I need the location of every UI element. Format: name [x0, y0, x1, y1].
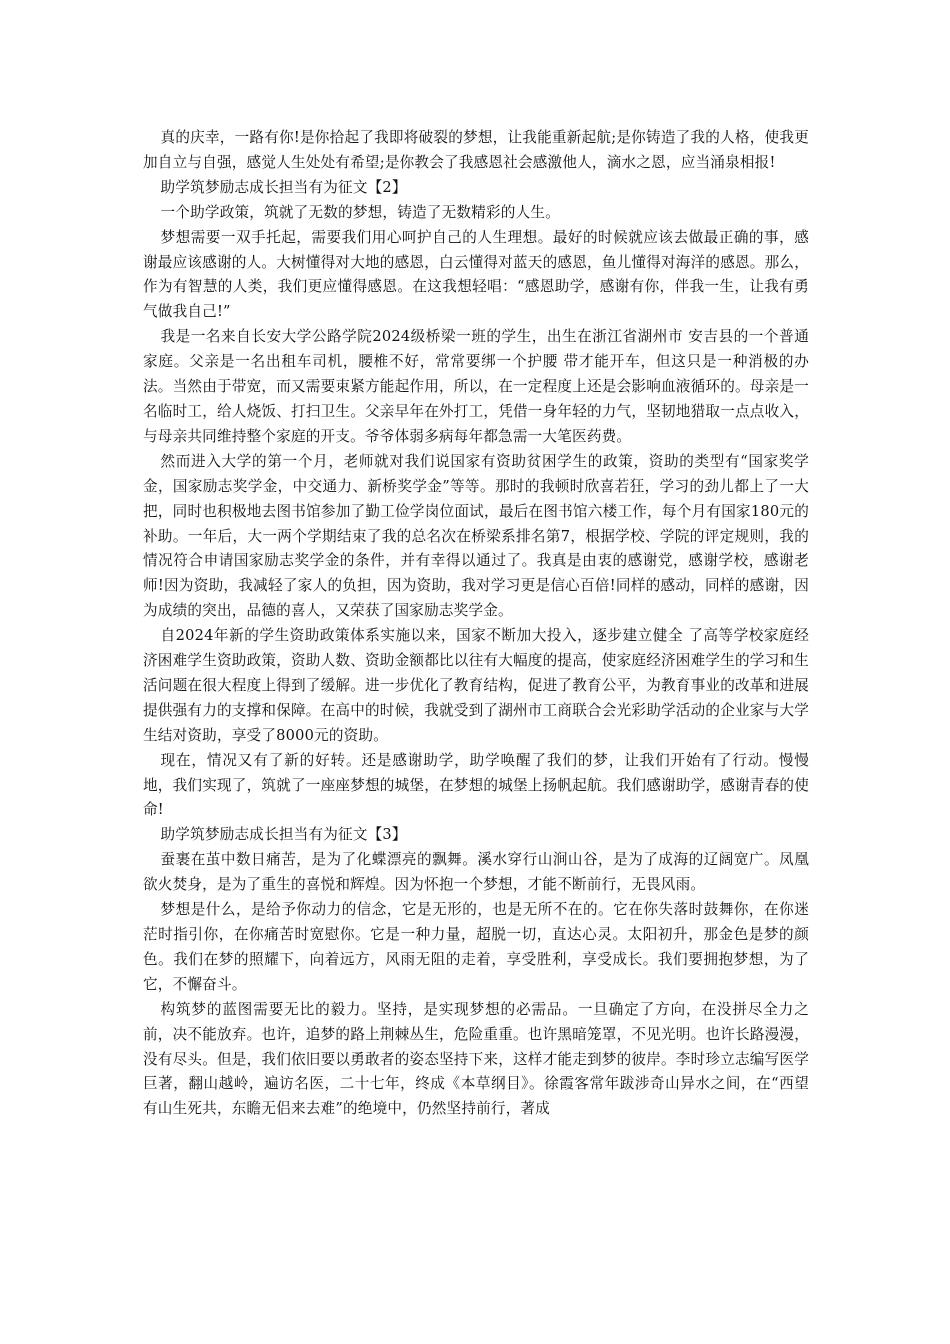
paragraph: 我是一名来自长安大学公路学院2024级桥梁一班的学生，出生在浙江省湖州市 安吉县的一个普通家庭。父亲是一名出租车司机，腰椎不好，常常要绑一个护腰 带才能开车，但这只是一种消极的办法。当然由于带宽，而又需要束紧方能起作用，所以，在一定程度上还是会影响血液循环的。母亲是一名临时工，给人烧饭、打扫卫生。父亲早年在外打工，凭借一身年轻的力气，坚韧地猎取一点点收入，与母亲共同维持整个家庭的开支。爷爷体弱多病每年都急需一大笔医药费。: [143, 328, 809, 445]
section-heading: 助学筑梦励志成长担当有为征文【3】: [160, 826, 407, 844]
paragraph: 梦想是什么，是给予你动力的信念，它是无形的，也是无所不在的。它在你失落时鼓舞你，在你迷茫时指引你，在你痛苦时宽慰你。它是一种力量，超脱一切，直达心灵。太阳初升，那金色是梦的颜色。我们在梦的照耀下，向着远方，风雨无阻的走着，享受胜利，享受成长。我们要拥抱梦想，为了它，不懈奋斗。: [143, 901, 809, 993]
paragraph: 现在，情况又有了新的好转。还是感谢助学，助学唤醒了我们的梦，让我们开始有了行动。慢慢地，我们实现了，筑就了一座座梦想的城堡，在梦想的城堡上扬帆起航。我们感谢助学，感谢青春的使命!: [143, 751, 809, 819]
paragraph: 一个助学政策，筑就了无数的梦想，铸造了无数精彩的人生。: [160, 203, 560, 221]
section-heading: 助学筑梦励志成长担当有为征文【2】: [160, 178, 407, 196]
paragraph: 真的庆幸，一路有你!是你拾起了我即将破裂的梦想，让我能重新起航;是你铸造了我的人格，使我更加自立与自强，感觉人生处处有希望;是你教会了我感恩社会感激他人，滴水之恩，应当涌泉相报!: [143, 129, 809, 171]
paragraph: 构筑梦的蓝图需要无比的毅力。坚持，是实现梦想的必需品。一旦确定了方向，在没拼尽全力之前，决不能放弃。也许，追梦的路上荆棘丛生，危险重重。也许黑暗笼罩，不见光明。也许长路漫漫，没有尽头。但是，我们依旧要以勇敢者的姿态坚持下来，这样才能走到梦的彼岸。李时珍立志编写医学巨著，翻山越岭，遍访名医，二十七年，终成《本草纲目》。徐霞客常年跋涉奇山异水之间，在“西望有山生死共，东瞻无侣来去难”的绝境中，仍然坚持前行，著成: [143, 1000, 809, 1118]
paragraph: 然而进入大学的第一个月，老师就对我们说国家有资助贫困学生的政策，资助的类型有“国家奖学金，国家励志奖学金，中交通力、新桥奖学金”等等。那时的我顿时欣喜若狂，学习的劲儿都上了一大把，同时也积极地去图书馆参加了勤工俭学岗位面试，最后在图书馆六楼工作，每个月有国家180元的补助。一年后，大一两个学期结束了我的总名次在桥梁系排名第7，根据学校、学院的评定规则，我的情况符合申请国家励志奖学金的条件，并有幸得以通过了。我真是由衷的感谢党，感谢学校，感谢老师!因为资助，我减轻了家人的负担，因为资助，我对学习更是信心百倍!同样的感动，同样的感谢，因为成绩的突出，品德的喜人，又荣获了国家励志奖学金。: [143, 452, 809, 620]
paragraph: 蚕裹在茧中数日痛苦，是为了化蝶漂亮的飘舞。溪水穿行山涧山谷，是为了成海的辽阔宽广。凤凰欲火焚身，是为了重生的喜悦和辉煌。因为怀抱一个梦想，才能不断前行，无畏风雨。: [143, 851, 809, 894]
document-body: [143, 126, 809, 1122]
paragraph: 自2024年新的学生资助政策体系实施以来，国家不断加大投入，逐步建立健全 了高等学校家庭经济困难学生资助政策，资助人数、资助金额都比以往有大幅度的提高，使家庭经济困难学生的学习和生活问题在很大程度上得到了缓解。进一步优化了教育结构，促进了教育公平，为教育事业的改革和进展提供强有力的支撑和保障。在高中的时候，我就受到了湖州市工商联合会光彩助学活动的企业家与大学生结对资助，享受了8000元的资助。: [143, 627, 809, 744]
paragraph: 梦想需要一双手托起，需要我们用心呵护自己的人生理想。最好的时候就应该去做最正确的事，感谢最应该感谢的人。大树懂得对大地的感恩，白云懂得对蓝天的感恩，鱼儿懂得对海洋的感恩。那么，作为有智慧的人类，我们更应懂得感恩。在这我想轻唱：“感恩助学，感谢有你，伴我一生，让我有勇气做我自己!”: [143, 228, 809, 321]
